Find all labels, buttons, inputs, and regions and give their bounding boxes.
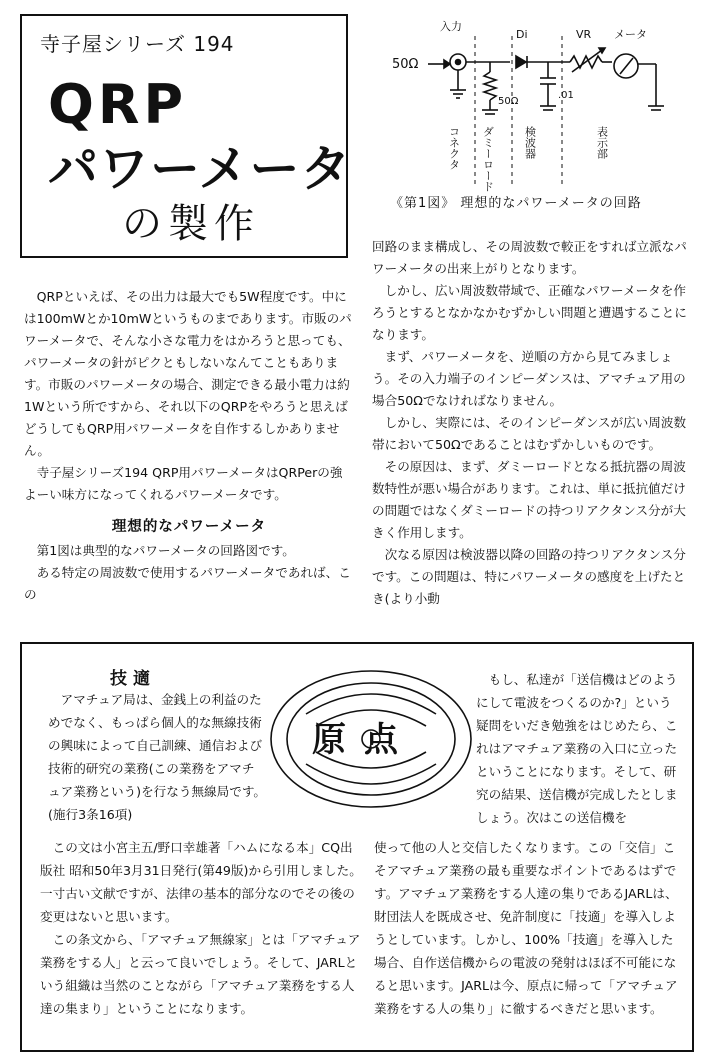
left-paragraph-3: 第1図は典型的なパワーメータの回路図です。 (36, 543, 295, 558)
source-arrowhead (444, 60, 450, 68)
connector-label: コネクタ (447, 126, 461, 170)
left-column (24, 286, 354, 606)
section-heading: 理想的なパワーメータ (111, 519, 267, 535)
diode-symbol (516, 56, 526, 68)
left-paragraph-4: ある特定の周波数で使用するパワーメータであれば、この (24, 565, 351, 602)
title-qrp: QRP (48, 73, 188, 136)
box-right-text-1 (476, 668, 682, 829)
box-paragraph-2: この文は小宮主五/野口幸雄著「ハムになる本」CQ出版社 昭和50年3月31日発行(第49版)から引用しました。一寸古い文献ですが、法律の基本的部分なのでその後の変更はないと思います。 (40, 840, 362, 924)
title-subtitle: の製作 (122, 201, 260, 247)
right-paragraph-1: 回路のまま構成し、その周波数で較正をすれば立派なパワーメータの出来上がりとなります。 (372, 239, 687, 276)
resistor-label: 50Ω (498, 96, 519, 107)
box-right-text-2 (374, 836, 682, 1020)
left-paragraph-2: 寺子屋シリーズ194 QRP用パワーメータはQRPerの強よーい味方になってくれるパワーメータです。 (24, 465, 343, 502)
source-label: 50Ω (392, 57, 419, 72)
right-paragraph-5: その原因は、まず、ダミーロードとなる抵抗器の周波数特性が悪い場合があります。これは、単に抵抗値だけの問題ではなくダミーロードの持つリアクタンス分が大きく作用します。 (372, 459, 686, 540)
box-left-text-1 (48, 688, 266, 826)
figure-caption: 《第1図》 理想的なパワーメータの回路 (390, 196, 642, 211)
box-paragraph-5: 使って他の人と交信したくなります。この「交信」こそアマチュア業務の最も重要なポイントであるはずです。アマチュア業務をする人達の集りであるJARLは、財団法人を既成させ、免許制度に「技適」を導入しようとしています。しかし、100%「技適」を導入した場合、自作送信機からの電波の発射はほぼ不可能になると思います。JARLは今、原点に帰って「アマチュア業務をする人の集り」に徹するべきだと思います。 (374, 840, 678, 1016)
diode-label: Di (516, 28, 528, 41)
emblem-text: 原点 (312, 720, 416, 760)
right-paragraph-6: 次なる原因は検波器以降の回路の持つリアクタンス分です。この問題は、特にパワーメータの感度を上げたとき(より小動 (372, 547, 686, 606)
box-paragraph-3: この条文から、「アマチュア無線家」とは「アマチュア業務をする人」と云って良いでしょう。そして、JARLという組織は当然のことながら「アマチュア業務をする人達の集まり」ということになります。 (40, 932, 361, 1016)
vr-label: VR (576, 28, 592, 41)
display-label: 表示部 (595, 126, 609, 159)
right-column (372, 236, 688, 610)
input-label: 入力 (440, 20, 462, 33)
box-heading: 技適 (110, 669, 156, 689)
right-paragraph-3: まず、パワーメータを、逆順の方から見てみましょう。その入力端子のインピーダンスは、アマチュア用の場合50Ωでなければなりません。 (372, 349, 686, 408)
right-paragraph-4: しかし、実際には、そのインピーダンスが広い周波数帯において50Ωであることはむずかしいものです。 (372, 415, 687, 452)
left-paragraph-1: QRPといえば、その出力は最大でも5W程度です。中には100mWとか10mWというものまであります。市販のパワーメータで、そんな小さな電力をはかろうと思っても、パワーメータの針がピクともしないなんてこともあります。市販のパワーメータの場合、測定できる最小電力は約1Wという所ですから、それ以下のQRPをやろうと思えばどうしてもQRP用パワーメータを自作するしかありません。 (24, 289, 352, 458)
series-label: 寺子屋シリーズ 194 (40, 32, 235, 56)
box-left-text-2 (40, 836, 362, 1020)
detector-label: 検波器 (523, 126, 537, 159)
box-paragraph-4: もし、私達が「送信機はどのようにして電波をつくるのか?」という疑問をいだき勉強をはじめたら、これはアマチュア業務の入口に立ったということになります。そして、研究の結果、送信機が完成したとしましょう。次はこの送信機を (476, 672, 678, 825)
dummy-label: ダミーロード (481, 126, 495, 192)
title-box (20, 14, 352, 258)
connector-pin (456, 60, 461, 65)
right-paragraph-2: しかし、広い周波数帯域で、正確なパワーメータを作ろうとするとなかなかむずかしい問題と遭遇することになります。 (372, 283, 687, 342)
box-paragraph-1: アマチュア局は、金銭上の利益のためでなく、もっぱら個人的な無線技術の興味によって自己訓練、通信および技術的研究の業務(この業務をアマチュア業務という)を行なう無線局です。(施行3条16項) (48, 692, 266, 822)
title-power-meter: パワーメータ (48, 140, 352, 198)
meter-label: メータ (614, 28, 647, 41)
column-box (20, 642, 694, 1052)
cap-label: .01 (558, 90, 574, 101)
dummy-load-resistor (484, 72, 496, 100)
